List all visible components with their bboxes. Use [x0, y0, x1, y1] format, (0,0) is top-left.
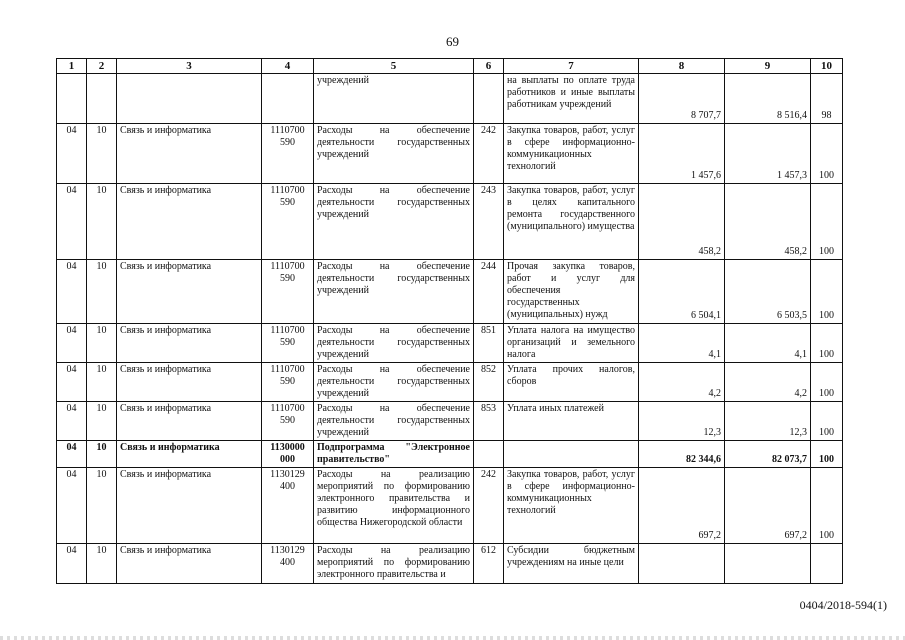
table-cell-c3: Связь и информатика	[117, 124, 262, 184]
header-cell: 8	[639, 59, 725, 74]
header-cell: 7	[504, 59, 639, 74]
table-cell-c6: 243	[474, 184, 504, 260]
table-cell-c10: 100	[811, 184, 843, 260]
table-cell-c6: 242	[474, 124, 504, 184]
table-cell-c9: 1 457,3	[725, 124, 811, 184]
table-cell-c10: 100	[811, 124, 843, 184]
table-cell-c1: 04	[57, 124, 87, 184]
table-cell-c5: Расходы на обеспечение деятельности государственных учреждений	[314, 324, 474, 363]
table-cell-c10: 100	[811, 402, 843, 441]
table-cell-c8: 6 504,1	[639, 260, 725, 324]
table-cell-c4: 1110700 590	[262, 324, 314, 363]
table-cell-c2	[87, 74, 117, 124]
table-cell-c1: 04	[57, 363, 87, 402]
table-cell-c2: 10	[87, 468, 117, 544]
table-cell-c5: Расходы на обеспечение деятельности государственных учреждений	[314, 184, 474, 260]
table-cell-c3: Связь и информатика	[117, 184, 262, 260]
table-cell-c6: 852	[474, 363, 504, 402]
table-cell-c10	[811, 544, 843, 584]
table-cell-c4: 1110700 590	[262, 363, 314, 402]
table-cell-c5: Расходы на обеспечение деятельности государственных учреждений	[314, 363, 474, 402]
table-cell-c9: 8 516,4	[725, 74, 811, 124]
header-cell: 5	[314, 59, 474, 74]
header-cell: 3	[117, 59, 262, 74]
header-cell: 2	[87, 59, 117, 74]
table-cell-c7	[504, 441, 639, 468]
table-cell-c4: 1130129 400	[262, 468, 314, 544]
table-cell-c6	[474, 74, 504, 124]
table-cell-c10: 98	[811, 74, 843, 124]
table-row	[57, 184, 843, 260]
table-cell-c3: Связь и информатика	[117, 441, 262, 468]
table-cell-c3: Связь и информатика	[117, 324, 262, 363]
table-cell-c7: Закупка товаров, работ, услуг в сфере информационно-коммуникационных технологий	[504, 468, 639, 544]
header-row	[57, 59, 843, 74]
table-cell-c8: 8 707,7	[639, 74, 725, 124]
table-cell-c2: 10	[87, 260, 117, 324]
table-cell-c3	[117, 74, 262, 124]
table-cell-c8: 82 344,6	[639, 441, 725, 468]
table-cell-c9: 4,1	[725, 324, 811, 363]
table-cell-c10: 100	[811, 441, 843, 468]
header-cell: 9	[725, 59, 811, 74]
table-cell-c8: 12,3	[639, 402, 725, 441]
table-cell-c6: 612	[474, 544, 504, 584]
table-cell-c1: 04	[57, 544, 87, 584]
table-row	[57, 544, 843, 584]
table-cell-c9: 82 073,7	[725, 441, 811, 468]
table-cell-c4: 1130000 000	[262, 441, 314, 468]
table-cell-c3: Связь и информатика	[117, 544, 262, 584]
table-cell-c10: 100	[811, 363, 843, 402]
table-cell-c8: 697,2	[639, 468, 725, 544]
header-cell: 6	[474, 59, 504, 74]
table-row	[57, 402, 843, 441]
table-cell-c6	[474, 441, 504, 468]
table-cell-c3: Связь и информатика	[117, 363, 262, 402]
table-cell-c8	[639, 544, 725, 584]
table-cell-c9	[725, 544, 811, 584]
table-cell-c7: Уплата прочих налогов, сборов	[504, 363, 639, 402]
table-cell-c8: 458,2	[639, 184, 725, 260]
table-cell-c8: 4,1	[639, 324, 725, 363]
page-number: 69	[446, 34, 459, 49]
table-body	[57, 74, 843, 584]
table-cell-c10: 100	[811, 468, 843, 544]
table-cell-c4: 1110700 590	[262, 184, 314, 260]
table-cell-c5: Расходы на обеспечение деятельности государственных учреждений	[314, 402, 474, 441]
table-cell-c2: 10	[87, 184, 117, 260]
table-cell-c7: Закупка товаров, работ, услуг в сфере информационно-коммуникационных технологий	[504, 124, 639, 184]
table-cell-c9: 12,3	[725, 402, 811, 441]
budget-table	[56, 58, 843, 584]
table-cell-c5: Расходы на обеспечение деятельности государственных учреждений	[314, 124, 474, 184]
table-cell-c7: Уплата иных платежей	[504, 402, 639, 441]
table-cell-c3: Связь и информатика	[117, 468, 262, 544]
table-cell-c4: 1130129 400	[262, 544, 314, 584]
table-cell-c5: Расходы на реализацию мероприятий по формированию электронного правительства и	[314, 544, 474, 584]
document-code: 0404/2018-594(1)	[799, 598, 887, 612]
table-cell-c2: 10	[87, 402, 117, 441]
table-cell-c1: 04	[57, 468, 87, 544]
table-cell-c1: 04	[57, 324, 87, 363]
table-cell-c3: Связь и информатика	[117, 402, 262, 441]
table-cell-c7: на выплаты по оплате труда работников и иные выплаты работникам учреждений	[504, 74, 639, 124]
table-row	[57, 324, 843, 363]
header-cell: 1	[57, 59, 87, 74]
table-cell-c1: 04	[57, 260, 87, 324]
table-cell-c3: Связь и информатика	[117, 260, 262, 324]
table-cell-c7: Прочая закупка товаров, работ и услуг для обеспечения государственных (муниципальных) нужд	[504, 260, 639, 324]
header-cell: 4	[262, 59, 314, 74]
table-cell-c5: Расходы на реализацию мероприятий по формированию электронного правительства и развитию информационного общества Нижегородской области	[314, 468, 474, 544]
table-cell-c5: Расходы на обеспечение деятельности государственных учреждений	[314, 260, 474, 324]
table-cell-c2: 10	[87, 544, 117, 584]
table-row	[57, 260, 843, 324]
table-cell-c9: 4,2	[725, 363, 811, 402]
scan-edge	[0, 636, 905, 640]
table-cell-c4: 1110700 590	[262, 260, 314, 324]
table-cell-c4: 1110700 590	[262, 402, 314, 441]
table-cell-c1: 04	[57, 402, 87, 441]
table-cell-c6: 244	[474, 260, 504, 324]
table-row	[57, 363, 843, 402]
table-cell-c9: 697,2	[725, 468, 811, 544]
header-cell: 10	[811, 59, 843, 74]
table-cell-c1: 04	[57, 184, 87, 260]
table-cell-c7: Уплата налога на имущество организаций и земельного налога	[504, 324, 639, 363]
table-row	[57, 468, 843, 544]
table-cell-c6: 853	[474, 402, 504, 441]
table-cell-c6: 851	[474, 324, 504, 363]
table-cell-c2: 10	[87, 363, 117, 402]
table-cell-c6: 242	[474, 468, 504, 544]
table-cell-c10: 100	[811, 324, 843, 363]
table-cell-c8: 1 457,6	[639, 124, 725, 184]
table-cell-c7: Субсидии бюджетным учреждениям на иные цели	[504, 544, 639, 584]
table-cell-c7: Закупка товаров, работ, услуг в целях капитального ремонта государственного (муниципального) имущества	[504, 184, 639, 260]
table-cell-c5: учреждений	[314, 74, 474, 124]
table-cell-c2: 10	[87, 124, 117, 184]
table-cell-c1: 04	[57, 441, 87, 468]
table-cell-c4: 1110700 590	[262, 124, 314, 184]
table-cell-c5: Подпрограмма "Электронное правительство"	[314, 441, 474, 468]
table-row	[57, 74, 843, 124]
table-cell-c9: 458,2	[725, 184, 811, 260]
table-cell-c8: 4,2	[639, 363, 725, 402]
table-row	[57, 124, 843, 184]
table-cell-c4	[262, 74, 314, 124]
table-cell-c10: 100	[811, 260, 843, 324]
table-cell-c1	[57, 74, 87, 124]
table-cell-c9: 6 503,5	[725, 260, 811, 324]
table-row	[57, 441, 843, 468]
table-cell-c2: 10	[87, 324, 117, 363]
table-cell-c2: 10	[87, 441, 117, 468]
